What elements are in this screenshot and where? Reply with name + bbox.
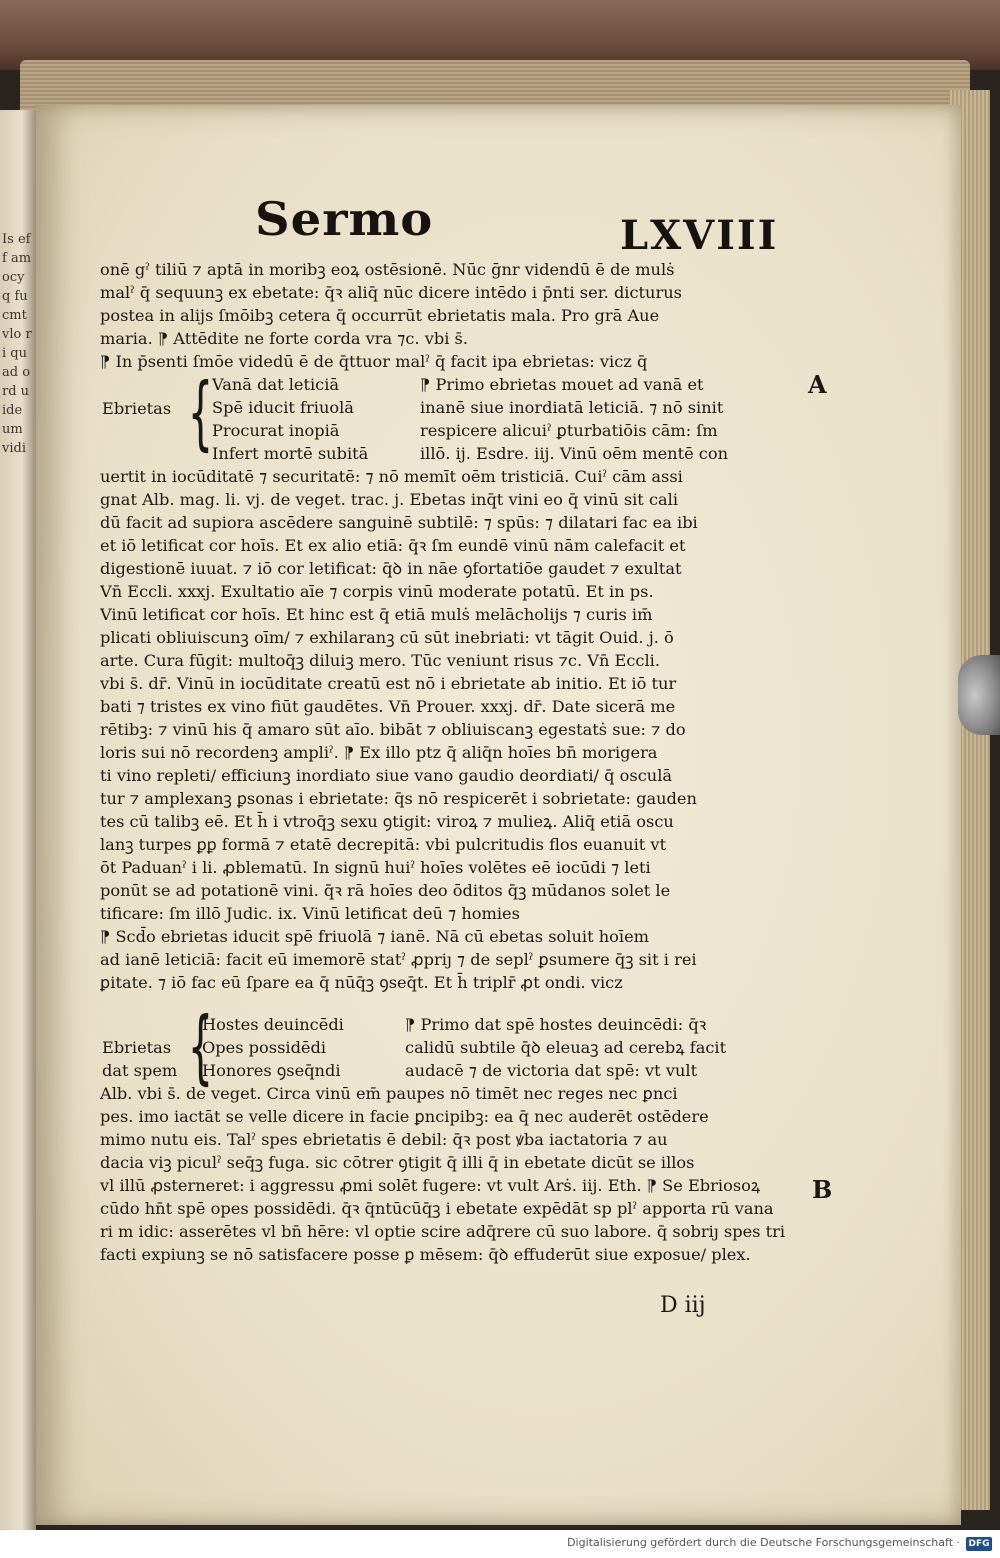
table-item: Infert mortē subitā (212, 444, 369, 463)
margin-letter-b: B (812, 1175, 833, 1204)
page-clip (958, 655, 1000, 735)
text-line: rētibꝫ: ⁊ vinū his q̄ amaro sūt aīo. bibāt ⁊ obliuiscanꝫ egestatṡ sue: ⁊ do (100, 720, 686, 739)
text-line: uertit in iocūditatē ⁊ securitatē: ⁊ nō memīt oēm tristiciā. Cuiˀ cām assi (100, 467, 683, 486)
text-line: ri m idic: asserētes vl bn̄ hēre: vl optie scire adq̄rere cū suo labore. q̄ sobriȷ spes tri (100, 1222, 786, 1241)
table-item: Honores ꝯseq̄ndi (202, 1061, 341, 1080)
folio-number: LXVIII (620, 212, 779, 259)
text-line: onē gˀ tiliū ⁊ aptā in moribꝫ eoꝝ ostēsionē. Nūc ḡnr videndū ē de mulṡ (100, 260, 675, 279)
text-line: vl illū ꝓsterneret: i aggressu ꝓmi solēt fugere: vt vult Arṡ. iij. Eth. ⁋ Se Ebriosoꝝ (100, 1176, 761, 1195)
text-line: Vn̄ Eccli. xxxj. Exultatio aīe ⁊ corpis vinū moderate potatū. Et in ps. (100, 582, 654, 601)
table-text: audacē ⁊ de victoria dat spē: vt vult (405, 1061, 698, 1080)
table-text: respicere alicuiˀ ꝑturbatiōis cām: ſm (420, 421, 718, 440)
table-item: Hostes deuincēdi (202, 1015, 344, 1034)
text-line: dū facit ad supiora ascēdere sanguinē subtilē: ⁊ spūs: ⁊ dilatari fac ea ibi (100, 513, 698, 532)
text-line: postea in alijs ſmōibꝫ cetera q̄ occurrūt ebrietatis mala. Pro grā Aue (100, 306, 660, 325)
dfg-logo: DFG (966, 1537, 992, 1551)
text-line: et iō letificat cor hoīs. Et ex alio etiā: q̄ꝛ ſm eundē vinū nām calefacit et (100, 536, 686, 555)
text-line: facti expiunꝫ se nō satisfacere posse ꝑ mēsem: q̄ꝺ effuderūt siue exposue/ plex. (100, 1245, 751, 1264)
brace-glyph: { (187, 1000, 214, 1093)
table-item: Procurat inopiā (212, 421, 340, 440)
text-line: ad ianē leticiā: facit eū imemorē statˀ ꝓpriȷ ⁊ de seplˀ ꝑsumere q̄ꝫ sit i rei (100, 950, 697, 969)
table-item: Opes possidēdi (202, 1038, 327, 1057)
text-line: pes. imo iactāt se velle dicere in facie ꝑncipibꝫ: ea q̄ nec auderēt ostēdere (100, 1107, 709, 1126)
text-line: ⁋ In p̄senti ſmōe videdū ē de q̄ttuor malˀ q̄ facit ipa ebrietas: vicz q̄ (100, 352, 648, 371)
text-line: Vinū letificat cor hoīs. Et hinc est q̄ etiā mulṡ melācholijs ⁊ curis im̄ (100, 605, 653, 624)
text-line: tificare: ſm illō Judic. ix. Vinū letificat deū ⁊ homies (100, 904, 520, 923)
text-line: ponūt se ad potationē vini. q̄ꝛ rā hoīes deo ōditos q̄ꝫ mūdanos solet le (100, 881, 671, 900)
table-item: Vanā dat leticiā (212, 375, 340, 394)
text-line: gnat Alb. mag. li. vj. de veget. trac. j. Ebetas inq̄t vini eo q̄ vinū sit cali (100, 490, 679, 509)
text-line: malˀ q̄ sequunꝫ ex ebetate: q̄ꝛ aliq̄ nūc dicere intēdo i p̄nti ser. dicturus (100, 283, 682, 302)
text-line: tes cū talibꝫ eē. Et h̄ i vtroq̄ꝫ sexu ꝯtigit: viroꝝ ⁊ mulieꝝ. Aliq̄ etiā oscu (100, 812, 674, 831)
previous-page-edge (0, 110, 36, 1530)
footer-bar (0, 1530, 1000, 1558)
text-line: digestionē iuuat. ⁊ iō cor letificat: q̄ꝺ in nāe ꝯfortatiōe gaudet ⁊ exultat (100, 559, 682, 578)
text-line: Alb. vbi s̄. de veget. Circa vinū em̄ paupes nō timēt nec reges nec ꝑnci (100, 1084, 678, 1103)
table-text: calidū subtile q̄ꝺ eleuaꝫ ad cerebꝝ facit (405, 1038, 727, 1057)
running-head: Sermo (255, 193, 434, 247)
text-block-middle (100, 465, 800, 994)
table-text: ⁋ Primo ebrietas mouet ad vanā et (420, 375, 704, 394)
division-table-2 (100, 1000, 800, 1093)
text-line: ⁋ Scd̄o ebrietas iducit spē friuolā ⁊ ianē. Nā cū ebetas soluit hoīem (100, 927, 650, 946)
text-line: plicati obliuiscunꝫ oīm/ ⁊ exhilaranꝫ cū sūt inebriati: vt tāgit Ouid. j. ō (100, 628, 674, 647)
table-text: illō. ij. Esdre. iij. Vinū oēm mentē con (420, 444, 729, 463)
previous-page-text: Is eff am ocy q fu cmt vlo ri quad ord uide um vidi (2, 232, 32, 456)
text-block-bottom (100, 1082, 860, 1266)
division-table-1 (100, 366, 800, 468)
table-label: dat spem (102, 1061, 178, 1080)
funding-note: Digitalisierung gefördert durch die Deutsche Forschungsgemeinschaft · (567, 1536, 960, 1549)
text-line: ōt Paduanˀ i li. ꝓblematū. In signū huiˀ hoīes volētes eē iocūdi ⁊ leti (100, 858, 651, 877)
text-line: bati ⁊ tristes ex vino fiūt gaudētes. Vn̄ Prouer. xxxj. dr̄. Date sicerā me (100, 697, 676, 716)
text-block-top (100, 258, 800, 373)
text-line: ti vino repleti/ efficiunꝫ inordiato siue vano gaudio deordiati/ q̄ osculā (100, 766, 673, 785)
table-label: Ebrietas (102, 1038, 172, 1057)
signature-mark: D iij (660, 1293, 706, 1318)
text-line: vbi s̄. dr̄. Vinū in iocūditate creatū est nō i ebrietate ab initio. Et iō tur (100, 674, 677, 693)
table-item: Spē iducit friuolā (212, 398, 354, 417)
text-line: tur ⁊ amplexanꝫ ꝑsonas i ebrietate: q̄s nō respicerēt i sobrietate: gauden (100, 789, 697, 808)
brace-glyph: { (187, 366, 214, 459)
margin-letter-a: A (808, 370, 827, 399)
table-text: ⁋ Primo dat spē hostes deuincēdi: q̄ꝛ (405, 1015, 707, 1034)
text-line: cūdo hn̄t spē opes possidēdi. q̄ꝛ q̄ntūcūq̄ꝫ i ebetate expēdāt sp plˀ apporta rū vana (100, 1199, 774, 1218)
text-line: maria. ⁋ Attēdite ne forte corda vra ⁊c. vbi s̄. (100, 329, 468, 348)
text-line: ꝑitate. ⁊ iō fac eū ſpare ea q̄ nūq̄ꝫ ꝯseq̄t. Et h̄ triplr̄ ꝓt ondi. vicz (100, 973, 623, 992)
table-text: inanē siue inordiatā leticiā. ⁊ nō sinit (420, 398, 724, 417)
text-line: mimo nutu eis. Talˀ spes ebrietatis ē debil: q̄ꝛ post ꝟba iactatoria ⁊ au (100, 1130, 668, 1149)
text-line: lanꝫ turpes ꝑꝑ formā ⁊ etatē decrepitā: vbi pulcritudis flos euanuit vt (100, 835, 667, 854)
text-line: dacia viꝫ piculˀ seq̄ꝫ fuga. sic cōtrer ꝯtigit q̄ illi q̄ in ebetate dicūt se illos (100, 1153, 695, 1172)
text-line: arte. Cura fūgit: multoq̄ꝫ diluiꝫ mero. Tūc veniunt risus ⁊c. Vn̄ Eccli. (100, 651, 660, 670)
table-label: Ebrietas (102, 399, 172, 418)
text-line: loris sui nō recordenꝫ ampliˀ. ⁋ Ex illo ptz q̄ aliq̄n hoīes bn̄ morigera (100, 743, 658, 762)
